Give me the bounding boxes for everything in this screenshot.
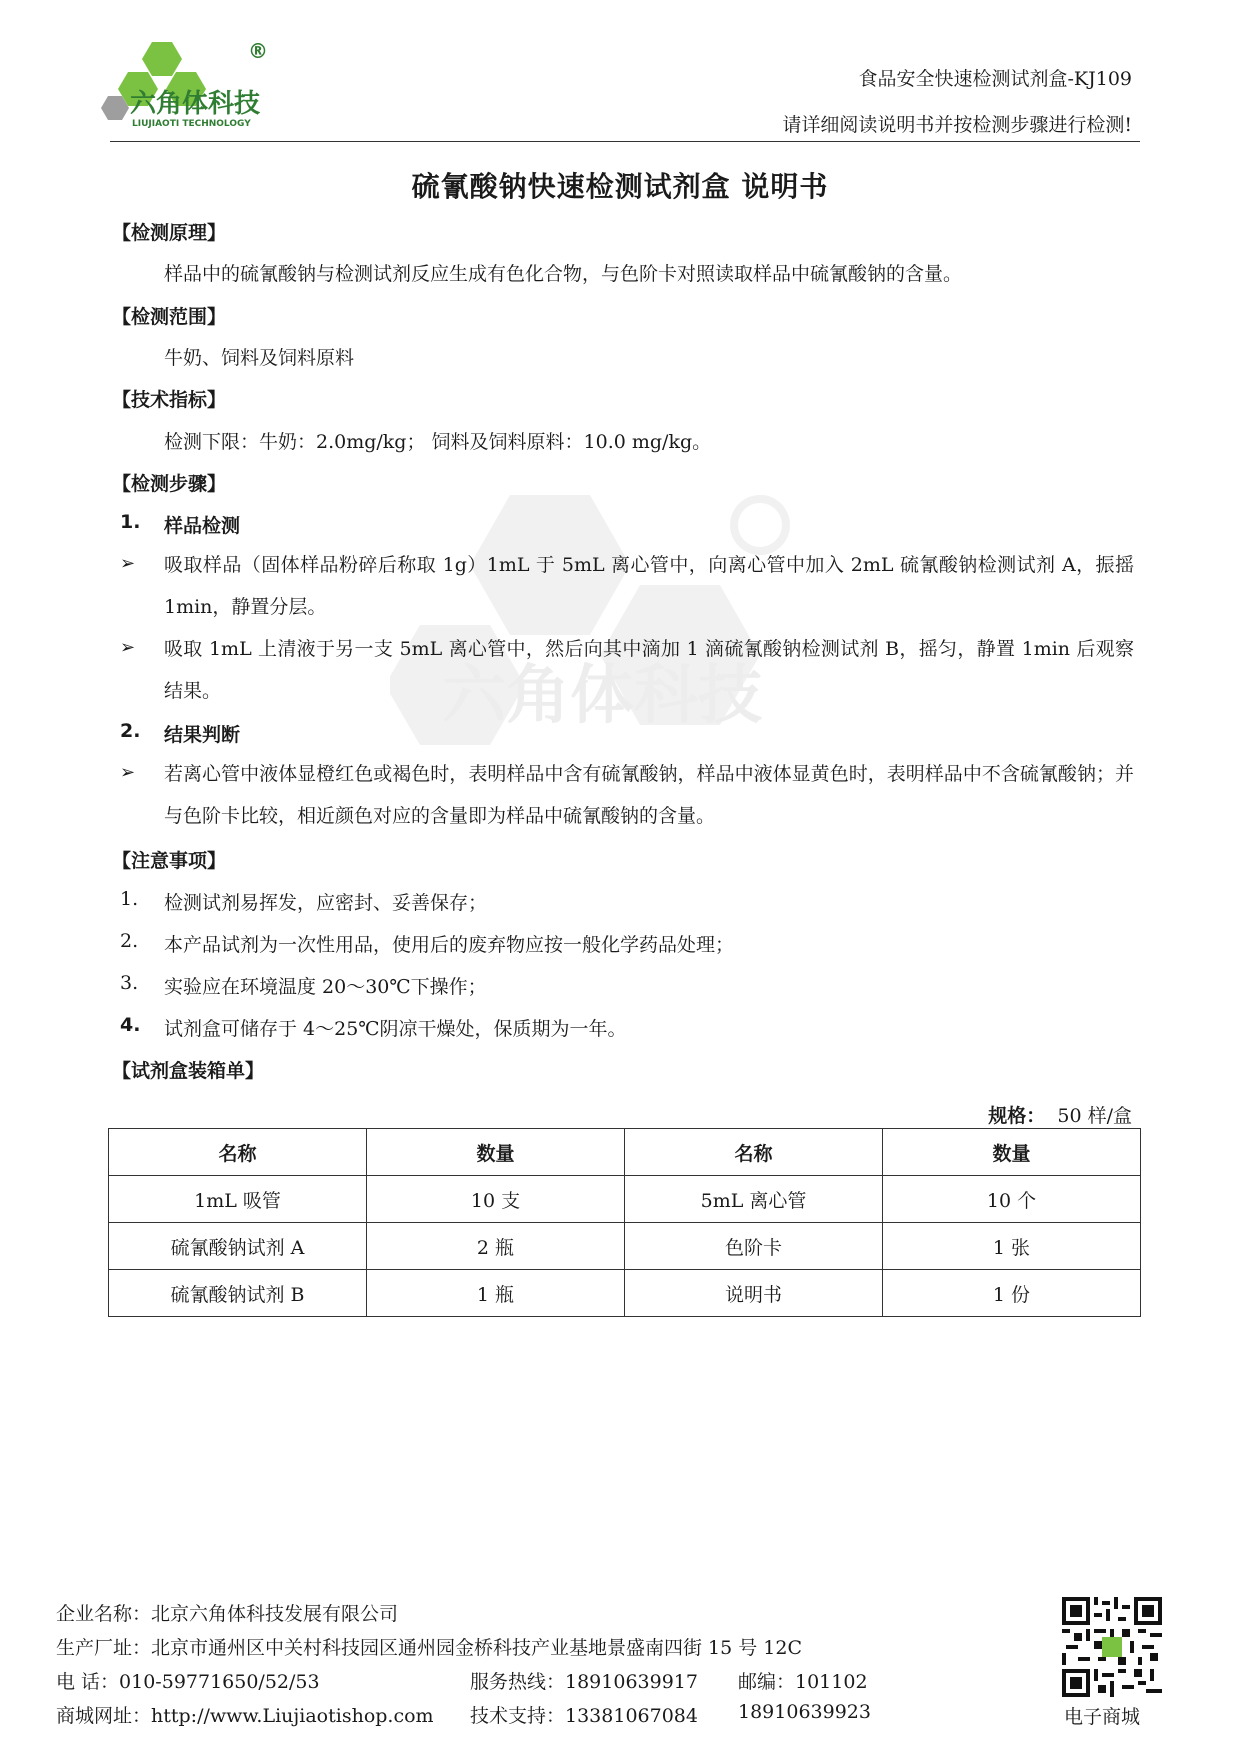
footer-support-2: 18910639923 <box>738 1701 871 1723</box>
column-header: 数量 <box>883 1129 1141 1176</box>
section-heading-steps: 【检测步骤】 <box>112 473 227 495</box>
table-cell: 硫氰酸钠试剂 B <box>109 1270 367 1317</box>
note-number: 4. <box>120 1014 141 1036</box>
table-cell: 1 瓶 <box>367 1270 625 1317</box>
company-logo <box>100 38 300 140</box>
list-item: 吸取 1mL 上清液于另一支 5mL 离心管中，然后向其中滴加 1 滴硫氰酸钠检测试剂 B，摇匀，静置 1min 后观察结果。 <box>164 638 1134 702</box>
qr-label: 电子商城 <box>1064 1706 1141 1728</box>
step-title-result: 结果判断 <box>164 724 241 746</box>
list-item: 若离心管中液体显橙红色或褐色时，表明样品中含有硫氰酸钠，样品中液体显黄色时，表明样品中不含硫氰酸钠；并与色阶卡比较，相近颜色对应的含量即为样品中硫氰酸钠的含量。 <box>164 763 1134 827</box>
note-text: 实验应在环境温度 20～30℃下操作； <box>164 976 487 998</box>
note-number: 3. <box>120 972 139 994</box>
note-text: 试剂盒可储存于 4～25℃阴凉干燥处，保质期为一年。 <box>164 1018 627 1040</box>
footer-website[interactable]: 商城网址：http://www.Liujiaotishop.com <box>56 1705 434 1727</box>
packing-table <box>108 1128 1141 1317</box>
list-item: 吸取样品（固体样品粉碎后称取 1g）1mL 于 5mL 离心管中，向离心管中加入 2mL 硫氰酸钠检测试剂 A，振摇 1min，静置分层。 <box>164 554 1134 618</box>
section-heading-scope: 【检测范围】 <box>112 306 227 328</box>
step-title-sample: 样品检测 <box>164 515 241 537</box>
qr-code-icon[interactable] <box>1062 1597 1162 1697</box>
note-number: 2. <box>120 930 139 952</box>
table-cell: 2 瓶 <box>367 1223 625 1270</box>
table-cell: 10 个 <box>883 1176 1141 1223</box>
table-cell: 1mL 吸管 <box>109 1176 367 1223</box>
step-number: 2. <box>120 720 141 742</box>
column-header: 名称 <box>109 1129 367 1176</box>
footer-phone: 电 话：010-59771650/52/53 <box>56 1671 320 1693</box>
note-text: 检测试剂易挥发，应密封、妥善保存； <box>164 892 488 914</box>
principle-text: 样品中的硫氰酸钠与检测试剂反应生成有色化合物，与色阶卡对照读取样品中硫氰酸钠的含量。 <box>164 263 963 285</box>
section-heading-notes: 【注意事项】 <box>112 850 227 872</box>
footer-address: 生产厂址：北京市通州区中关村科技园区通州园金桥科技产业基地景盛南四街 15 号 12C <box>56 1637 803 1659</box>
footer-postcode: 邮编：101102 <box>738 1671 868 1693</box>
spec-label: 规格： <box>988 1105 1046 1127</box>
section-heading-principle: 【检测原理】 <box>112 222 227 244</box>
svg-text:六角体科技: 六角体科技 <box>442 659 762 733</box>
table-header-row <box>109 1129 1141 1176</box>
table-row <box>109 1176 1141 1223</box>
header-divider <box>110 141 1140 142</box>
table-row <box>109 1223 1141 1270</box>
section-heading-specs: 【技术指标】 <box>112 389 227 411</box>
footer-hotline: 服务热线：18910639917 <box>470 1671 698 1693</box>
step-number: 1. <box>120 511 141 533</box>
scope-text: 牛奶、饲料及饲料原料 <box>164 347 355 369</box>
column-header: 数量 <box>367 1129 625 1176</box>
svg-text:®: ® <box>248 39 268 63</box>
section-heading-packing: 【试剂盒装箱单】 <box>112 1060 265 1082</box>
logo-text: 六角体科技 <box>130 89 261 119</box>
bullet-arrow-icon: ➢ <box>120 637 136 658</box>
column-header: 名称 <box>625 1129 883 1176</box>
specs-text: 检测下限：牛奶：2.0mg/kg； 饲料及饲料原料：10.0 mg/kg。 <box>164 431 712 453</box>
footer-support: 技术支持：13381067084 <box>470 1705 698 1727</box>
table-cell: 1 张 <box>883 1223 1141 1270</box>
note-text: 本产品试剂为一次性用品，使用后的废弃物应按一般化学药品处理； <box>164 934 735 956</box>
note-number: 1. <box>120 888 139 910</box>
document-title: 硫氰酸钠快速检测试剂盒 说明书 <box>411 170 829 203</box>
footer-company: 企业名称：北京六角体科技发展有限公司 <box>56 1603 399 1625</box>
table-cell: 色阶卡 <box>625 1223 883 1270</box>
product-code: 食品安全快速检测试剂盒-KJ109 <box>858 68 1132 90</box>
bullet-arrow-icon: ➢ <box>120 553 136 574</box>
bullet-arrow-icon: ➢ <box>120 762 136 783</box>
header-notice: 请详细阅读说明书并按检测步骤进行检测! <box>782 114 1132 136</box>
spec-line <box>988 1101 1132 1128</box>
table-cell: 1 份 <box>883 1270 1141 1317</box>
spec-value: 50 样/盒 <box>1057 1105 1132 1127</box>
table-row <box>109 1270 1141 1317</box>
logo-subtext: LIUJIAOTI TECHNOLOGY <box>132 119 251 129</box>
table-cell: 10 支 <box>367 1176 625 1223</box>
table-cell: 硫氰酸钠试剂 A <box>109 1223 367 1270</box>
table-cell: 5mL 离心管 <box>625 1176 883 1223</box>
table-cell: 说明书 <box>625 1270 883 1317</box>
